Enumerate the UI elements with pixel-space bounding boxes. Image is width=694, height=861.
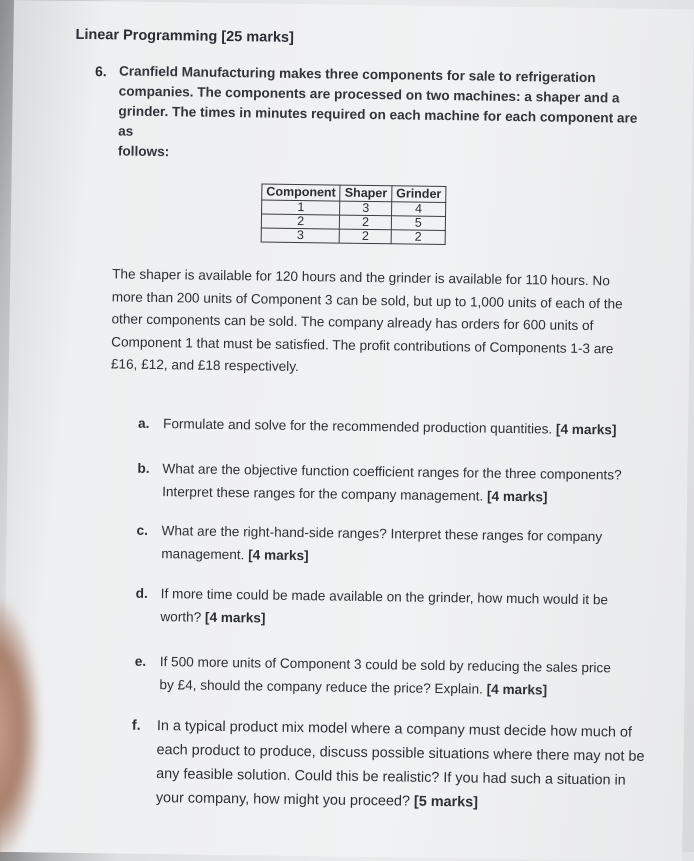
- paragraph-line: Component 1 that must be satisfied. The profit contributions of Components 1-3 are: [111, 334, 614, 357]
- subquestion-line: If more time could be made available on the grinder, how much would it be: [160, 586, 609, 608]
- subquestion-line: each product to produce, discuss possible situations where there may not be: [156, 742, 645, 765]
- subquestion-line: your company, how might you proceed?: [155, 790, 411, 810]
- question-number: 6.: [94, 63, 107, 80]
- subquestion-marks: [4 marks]: [204, 609, 266, 626]
- intro-line: follows:: [117, 143, 170, 160]
- question-intro: [118, 61, 649, 168]
- table-cell: 2: [340, 229, 392, 244]
- subquestion-e: [134, 650, 655, 705]
- table-row: [261, 228, 445, 245]
- paragraph-line: more than 200 units of Component 3 can be sold, but up to 1,000 units of each of the: [111, 288, 623, 312]
- header-shaper: Shaper: [340, 185, 392, 202]
- subquestion-line: What are the right-hand-side ranges? Interpret these ranges for company: [161, 523, 603, 545]
- table-cell: 2: [340, 215, 392, 230]
- subquestion-marks: [4 marks]: [486, 681, 548, 698]
- table-cell: 1: [262, 200, 341, 215]
- header-grinder: Grinder: [392, 186, 446, 203]
- table-cell: 2: [391, 230, 445, 245]
- table-cell: 3: [261, 228, 340, 243]
- subquestion-line: Interpret these ranges for the company management.: [162, 484, 484, 504]
- section-title: Linear Programming [25 marks]: [75, 26, 295, 46]
- document-page: [2, 0, 694, 861]
- machine-times-table: [261, 183, 447, 245]
- intro-line: companies. The components are processed on two machines: a shaper and a: [118, 83, 620, 106]
- subquestion-letter: a.: [137, 415, 150, 431]
- subquestion-letter: b.: [137, 460, 150, 476]
- subquestion-letter: c.: [136, 522, 149, 538]
- subquestion-line: management.: [161, 546, 245, 563]
- subquestion-line: If 500 more units of Component 3 could be sold by reducing the sales price: [159, 654, 611, 676]
- header-component: Component: [262, 184, 341, 201]
- subquestion-line: by £4, should the company reduce the price? Explain.: [159, 677, 483, 697]
- table-cell: 5: [391, 216, 445, 231]
- table-cell: 2: [261, 214, 340, 229]
- intro-line: Cranfield Manufacturing makes three components for sale to refrigeration: [118, 63, 596, 86]
- subquestion-f: [131, 714, 662, 821]
- subquestion-marks: [4 marks]: [248, 547, 309, 564]
- subquestion-a: [138, 412, 658, 443]
- table-cell: 4: [391, 202, 445, 217]
- subquestion-line: Formulate and solve for the recommended production quantities.: [162, 416, 553, 437]
- subquestion-letter: d.: [135, 585, 148, 601]
- subquestion-marks: [5 marks]: [413, 793, 479, 811]
- paragraph-line: £16, £12, and £18 respectively.: [110, 356, 299, 375]
- problem-paragraph: [111, 263, 663, 384]
- subquestion-line: What are the objective function coefficient ranges for the three components?: [162, 461, 622, 483]
- subquestion-marks: [4 marks]: [486, 488, 548, 505]
- paragraph-line: other components can be sold. The company already has orders for 600 units of: [111, 311, 594, 334]
- subquestion-c: [136, 519, 657, 574]
- subquestion-line: any feasible solution. Could this be realistic? If you had such a situation in: [156, 766, 626, 789]
- subquestion-marks: [4 marks]: [555, 421, 617, 438]
- table-cell: 3: [340, 201, 392, 216]
- intro-line: grinder. The times in minutes required on each machine for each component are as: [118, 103, 638, 139]
- subquestion-letter: e.: [134, 653, 147, 669]
- subquestion-b: [137, 457, 658, 512]
- subquestion-letter: f.: [131, 717, 141, 734]
- subquestion-line: worth?: [160, 609, 202, 625]
- paragraph-line: The shaper is available for 120 hours and the grinder is available for 110 hours. No: [112, 266, 610, 289]
- subquestion-line: In a typical product mix model where a company must decide how much of: [156, 718, 633, 741]
- subquestion-d: [135, 582, 656, 637]
